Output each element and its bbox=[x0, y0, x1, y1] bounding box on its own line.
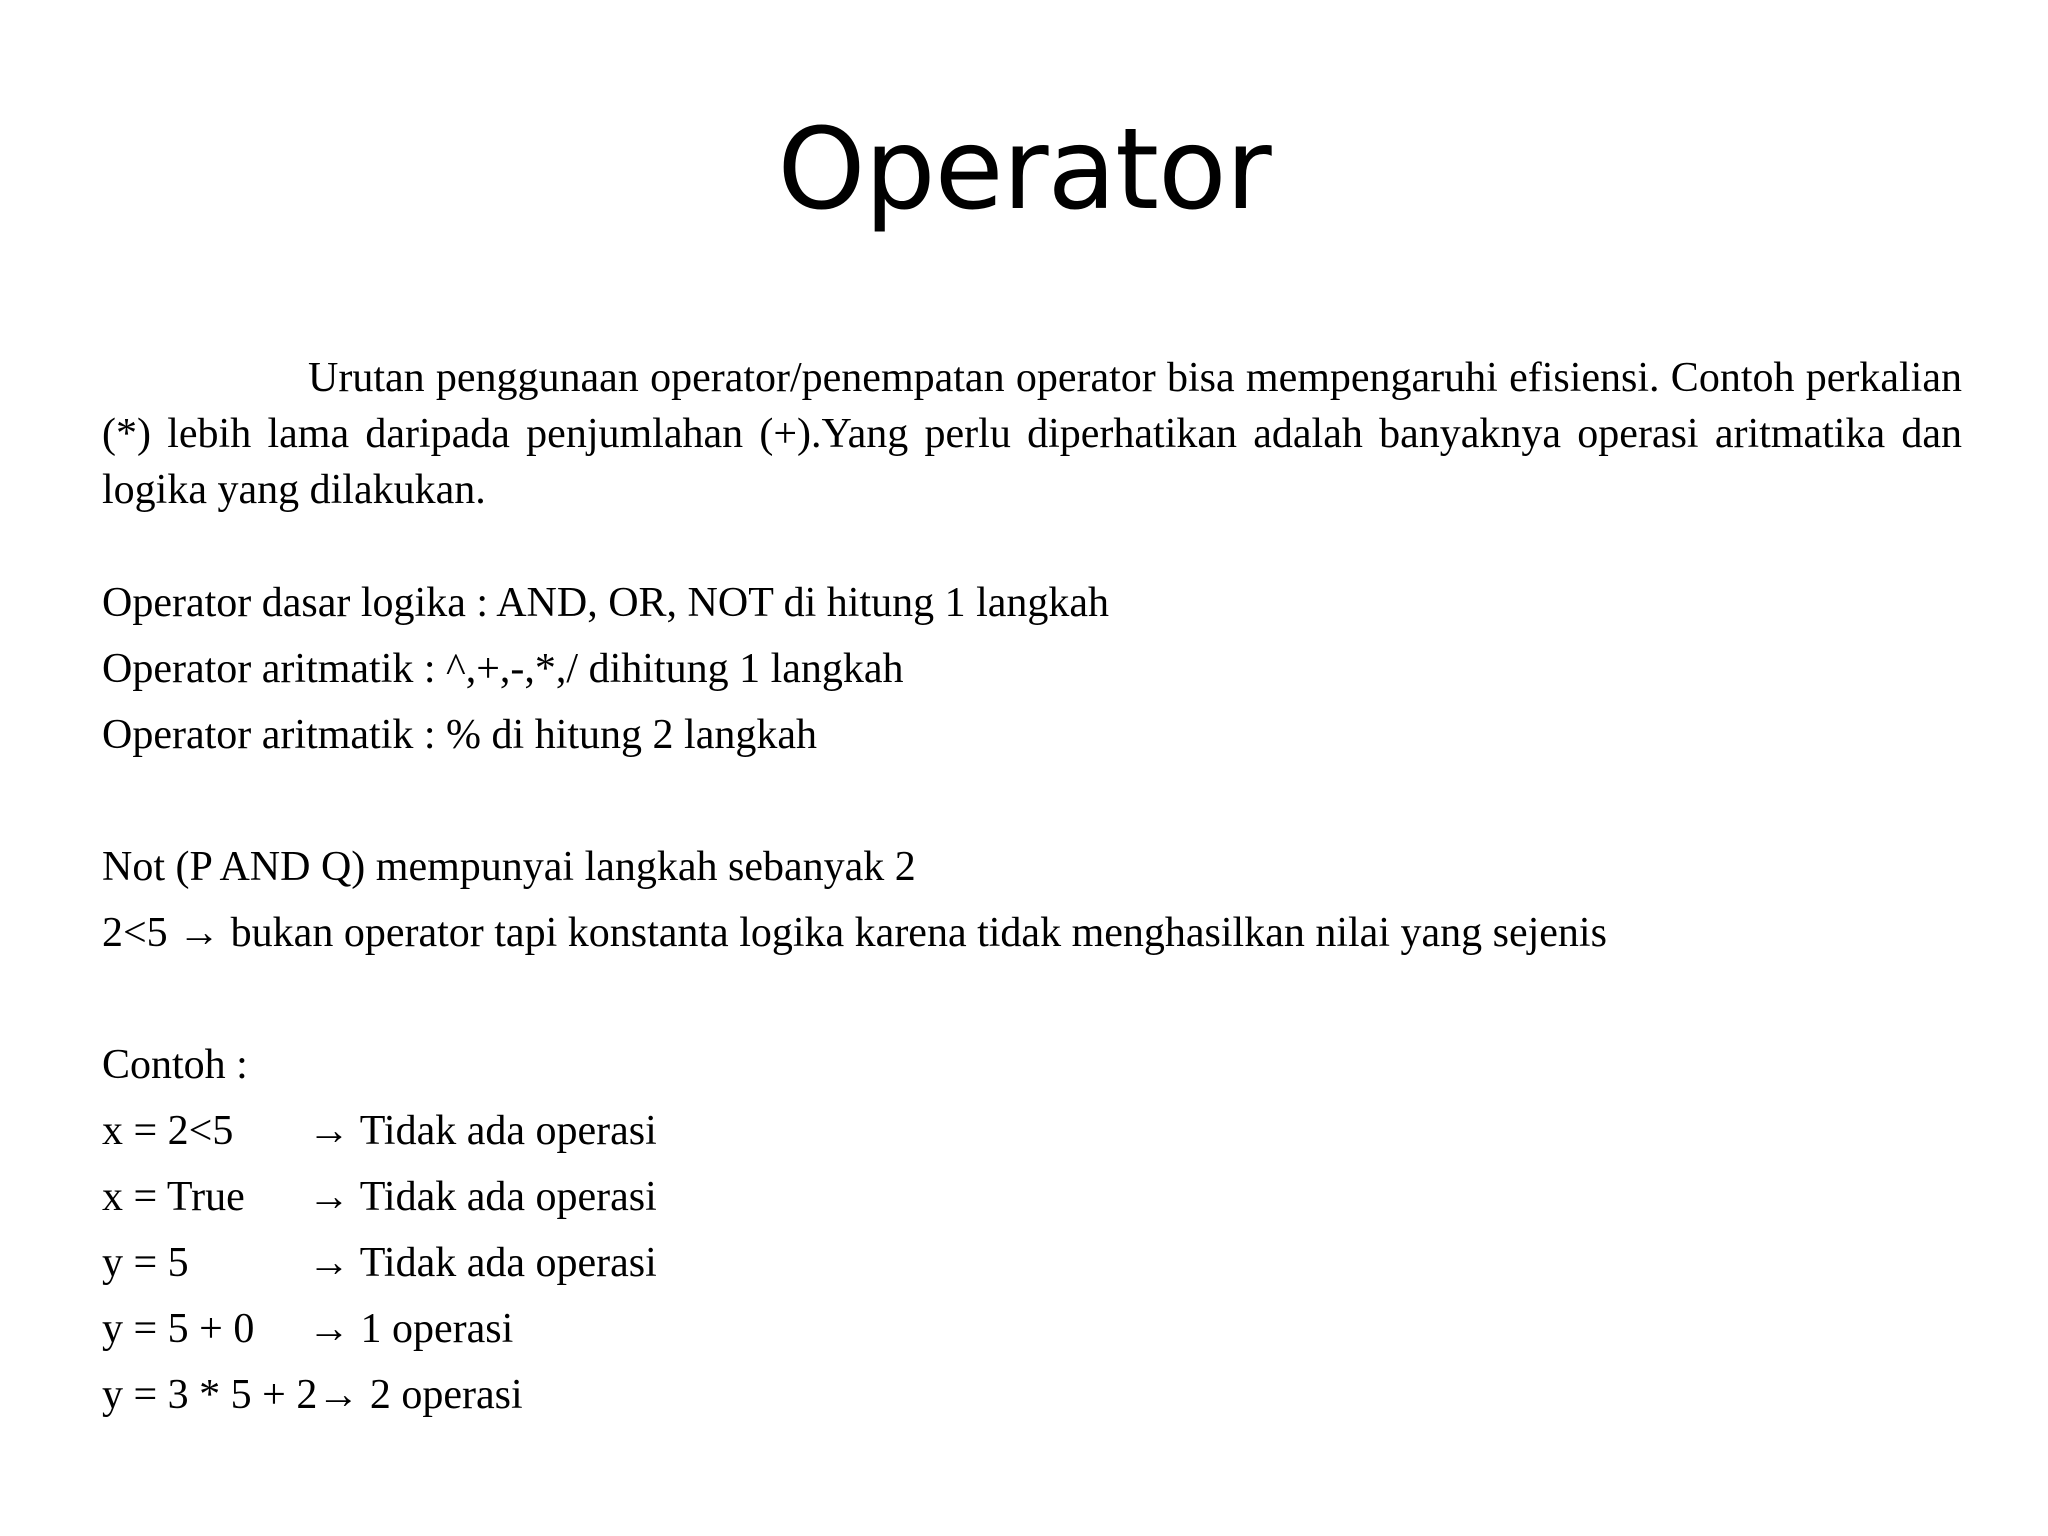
example-result: → Tidak ada operasi bbox=[308, 1240, 657, 1286]
rule-arithmetic: Operator aritmatik : ^,+,-,*,/ dihitung 1 langkah bbox=[102, 646, 904, 692]
note-constant: 2<5 → bukan operator tapi konstanta logika karena tidak menghasilkan nilai yang sejenis bbox=[102, 910, 1607, 956]
intro-paragraph: Urutan penggunaan operator/penempatan operator bisa mempengaruhi efisiensi. Contoh perkalian (*) lebih lama daripada penjumlahan (+).Yang perlu diperhatikan adalah banyaknya operasi aritmatika dan logika yang dilakukan. bbox=[102, 355, 1962, 513]
slide-body bbox=[102, 350, 1962, 1428]
example-row bbox=[102, 1230, 1962, 1296]
example-row bbox=[102, 1296, 1962, 1362]
example-expression: x = 2<5 bbox=[102, 1108, 234, 1154]
example-heading: Contoh : bbox=[102, 1042, 248, 1088]
example-row bbox=[102, 1164, 1962, 1230]
note-not-pq: Not (P AND Q) mempunyai langkah sebanyak 2 bbox=[102, 844, 916, 890]
example-expression: y = 5 bbox=[102, 1240, 189, 1286]
example-row bbox=[102, 1362, 1962, 1428]
example-expression: y = 3 * 5 + 2 bbox=[102, 1372, 318, 1418]
example-result: → Tidak ada operasi bbox=[308, 1174, 657, 1220]
rule-modulo: Operator aritmatik : % di hitung 2 langkah bbox=[102, 712, 817, 758]
spacer bbox=[102, 518, 1962, 570]
example-result: → 2 operasi bbox=[317, 1372, 523, 1418]
spacer bbox=[102, 966, 1962, 1032]
spacer bbox=[102, 768, 1962, 834]
example-result: → 1 operasi bbox=[308, 1306, 514, 1352]
rule-logic: Operator dasar logika : AND, OR, NOT di hitung 1 langkah bbox=[102, 580, 1110, 626]
example-result: → Tidak ada operasi bbox=[308, 1108, 657, 1154]
example-expression: y = 5 + 0 bbox=[102, 1306, 255, 1352]
example-row bbox=[102, 1098, 1962, 1164]
slide-title: Operator bbox=[777, 105, 1271, 235]
example-expression: x = True bbox=[102, 1174, 245, 1220]
